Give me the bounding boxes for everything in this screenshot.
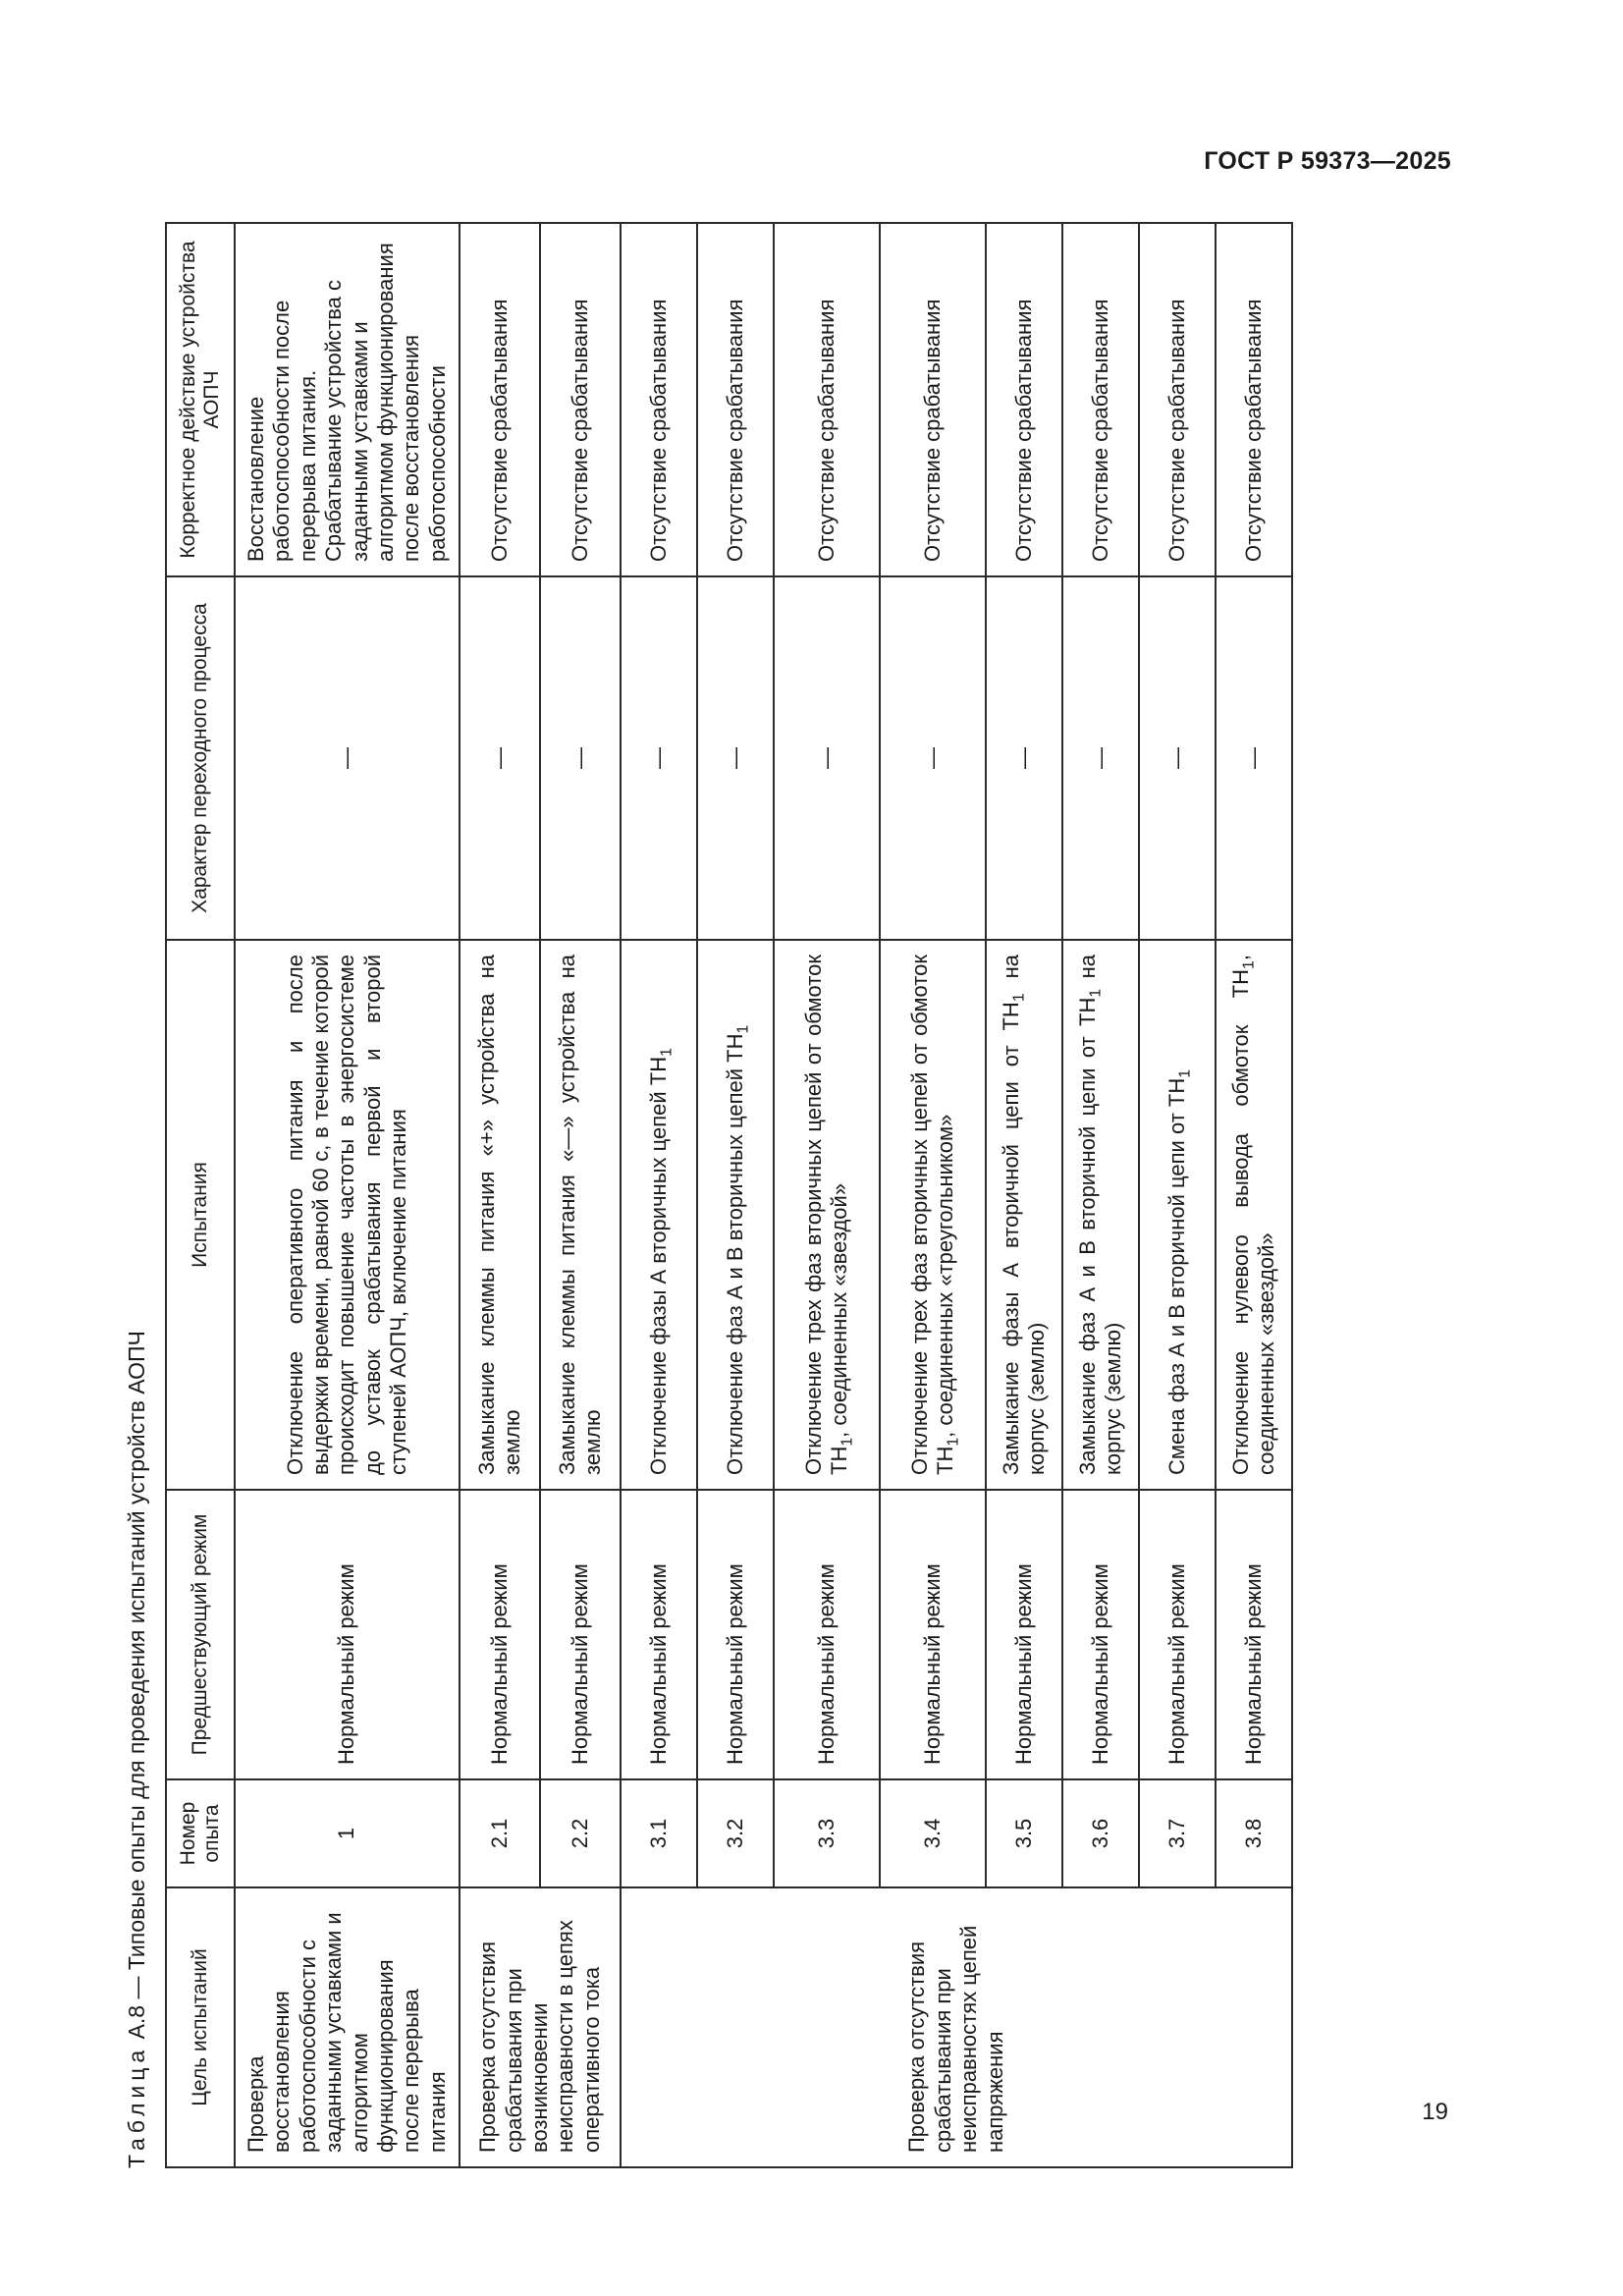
table-caption-text: А.8 — Типовые опыты для проведения испытаний устройств АОПЧ xyxy=(124,1331,149,2040)
table-header-row xyxy=(166,223,235,2167)
goal-cell: Проверка отсутствия срабатывания при возникновении неисправности в цепях оперативного тока xyxy=(460,1887,621,2167)
correct-action: Отсутствие срабатывания xyxy=(460,223,540,576)
test-subscript: 1 xyxy=(1087,988,1105,998)
transient-process: — xyxy=(880,576,986,940)
test-number: 3.6 xyxy=(1062,1779,1139,1887)
test-description xyxy=(1216,940,1292,1490)
correct-action: Отсутствие срабатывания xyxy=(1062,223,1139,576)
test-description xyxy=(621,940,697,1490)
test-description xyxy=(774,940,880,1490)
transient-process: — xyxy=(1062,576,1139,940)
test-number: 3.8 xyxy=(1216,1779,1292,1887)
table-row xyxy=(774,223,880,2167)
previous-mode: Нормальный режим xyxy=(880,1490,986,1779)
goal-cell: Проверка отсутствия срабатывания при неисправностях цепей напряжения xyxy=(621,1887,1292,2167)
transient-process: — xyxy=(1139,576,1216,940)
previous-mode: Нормальный режим xyxy=(540,1490,621,1779)
document-code: ГОСТ Р 59373—2025 xyxy=(1204,147,1451,175)
transient-process: — xyxy=(986,576,1062,940)
correct-action: Отсутствие срабатывания xyxy=(1216,223,1292,576)
tests-table xyxy=(165,222,1293,2168)
test-text-tail: , соединенных «треугольником» xyxy=(933,1114,958,1438)
transient-process: — xyxy=(1216,576,1292,940)
correct-action: Отсутствие срабатывания xyxy=(880,223,986,576)
test-description: Отключение оперативного питания и после выдержки времени, равной 60 с, в течение которой происходит повышение частоты в энергосистеме до уставок срабатывания первой и второй ступеней АОПЧ, включение питания xyxy=(235,940,460,1490)
previous-mode: Нормальный режим xyxy=(986,1490,1062,1779)
test-number: 3.1 xyxy=(621,1779,697,1887)
page-number: 19 xyxy=(1422,2099,1448,2125)
test-text: Отключение фаз А и В вторичных цепей ТН xyxy=(722,1033,747,1475)
correct-action: Отсутствие срабатывания xyxy=(697,223,774,576)
table-row xyxy=(986,223,1062,2167)
test-number: 2.1 xyxy=(460,1779,540,1887)
test-text-tail: на корпус (землю) xyxy=(1074,955,1126,1475)
table-caption xyxy=(108,224,165,2168)
col-header-process: Характер переходного процесса xyxy=(166,576,235,940)
table-row xyxy=(621,223,697,2167)
table-row xyxy=(880,223,986,2167)
table-row xyxy=(460,223,540,2167)
test-text: Отключение фазы А вторичных цепей ТН xyxy=(645,1056,671,1475)
correct-action: Восстановление работоспособности после перерыва питания. Срабатывание устройства с заданными уставками и алгоритмом функционирования после восстановления работоспособности xyxy=(235,223,460,576)
test-number: 3.7 xyxy=(1139,1779,1216,1887)
test-description xyxy=(880,940,986,1490)
test-text: Замыкание фазы А вторичной цепи от ТН xyxy=(998,1002,1023,1475)
test-text: Отключение трех фаз вторичных цепей от обмоток ТН xyxy=(800,955,852,1475)
test-number: 3.2 xyxy=(697,1779,774,1887)
transient-process: — xyxy=(540,576,621,940)
previous-mode: Нормальный режим xyxy=(1062,1490,1139,1779)
rotated-table-area xyxy=(108,224,1335,2168)
previous-mode: Нормальный режим xyxy=(621,1490,697,1779)
table-row xyxy=(540,223,621,2167)
test-description xyxy=(1062,940,1139,1490)
col-header-action: Корректное действие устройства АОПЧ xyxy=(166,223,235,576)
test-subscript: 1 xyxy=(658,1048,676,1057)
test-subscript: 1 xyxy=(734,1024,752,1034)
test-text: Замыкание фаз А и В вторичной цепи от ТН xyxy=(1074,997,1100,1475)
test-number: 1 xyxy=(235,1779,460,1887)
test-number: 2.2 xyxy=(540,1779,621,1887)
table-row xyxy=(1139,223,1216,2167)
test-number: 3.3 xyxy=(774,1779,880,1887)
test-text-tail: на корпус (землю) xyxy=(998,955,1050,1475)
previous-mode: Нормальный режим xyxy=(1139,1490,1216,1779)
goal-cell: Проверка восстановления работоспособности с заданными уставками и алгоритмом функционирования после перерыва питания xyxy=(235,1887,460,2167)
col-header-num: Номер опыта xyxy=(166,1779,235,1887)
table-row xyxy=(1062,223,1139,2167)
test-description: Замыкание клеммы питания «—» устройства на землю xyxy=(540,940,621,1490)
test-text: Смена фаз А и В вторичной цепи от ТН xyxy=(1163,1077,1189,1475)
test-description: Замыкание клеммы питания «+» устройства на землю xyxy=(460,940,540,1490)
correct-action: Отсутствие срабатывания xyxy=(986,223,1062,576)
previous-mode: Нормальный режим xyxy=(774,1490,880,1779)
test-subscript: 1 xyxy=(839,1437,856,1447)
correct-action: Отсутствие срабатывания xyxy=(621,223,697,576)
col-header-goal: Цель испытаний xyxy=(166,1887,235,2167)
col-header-test: Испытания xyxy=(166,940,235,1490)
table-row xyxy=(697,223,774,2167)
transient-process: — xyxy=(235,576,460,940)
table-caption-prefix: Таблица xyxy=(124,2045,149,2168)
test-text-tail: , соединенных «звездой» xyxy=(1227,955,1279,1475)
test-text: Отключение нулевого вывода обмоток ТН xyxy=(1227,968,1253,1475)
previous-mode: Нормальный режим xyxy=(697,1490,774,1779)
previous-mode: Нормальный режим xyxy=(1216,1490,1292,1779)
test-text: Отключение трех фаз вторичных цепей от обмоток ТН xyxy=(906,955,958,1475)
col-header-mode: Предшествующий режим xyxy=(166,1490,235,1779)
transient-process: — xyxy=(621,576,697,940)
test-text-tail: , соединенных «звездой» xyxy=(827,1182,852,1438)
test-subscript: 1 xyxy=(1176,1068,1194,1078)
correct-action: Отсутствие срабатывания xyxy=(540,223,621,576)
transient-process: — xyxy=(460,576,540,940)
test-description xyxy=(986,940,1062,1490)
test-description xyxy=(697,940,774,1490)
previous-mode: Нормальный режим xyxy=(235,1490,460,1779)
test-description xyxy=(1139,940,1216,1490)
transient-process: — xyxy=(774,576,880,940)
test-subscript: 1 xyxy=(945,1437,962,1447)
test-number: 3.4 xyxy=(880,1779,986,1887)
previous-mode: Нормальный режим xyxy=(460,1490,540,1779)
transient-process: — xyxy=(697,576,774,940)
correct-action: Отсутствие срабатывания xyxy=(774,223,880,576)
test-subscript: 1 xyxy=(1240,960,1258,969)
correct-action: Отсутствие срабатывания xyxy=(1139,223,1216,576)
table-row xyxy=(235,223,460,2167)
table-row xyxy=(1216,223,1292,2167)
test-subscript: 1 xyxy=(1010,993,1028,1003)
test-number: 3.5 xyxy=(986,1779,1062,1887)
